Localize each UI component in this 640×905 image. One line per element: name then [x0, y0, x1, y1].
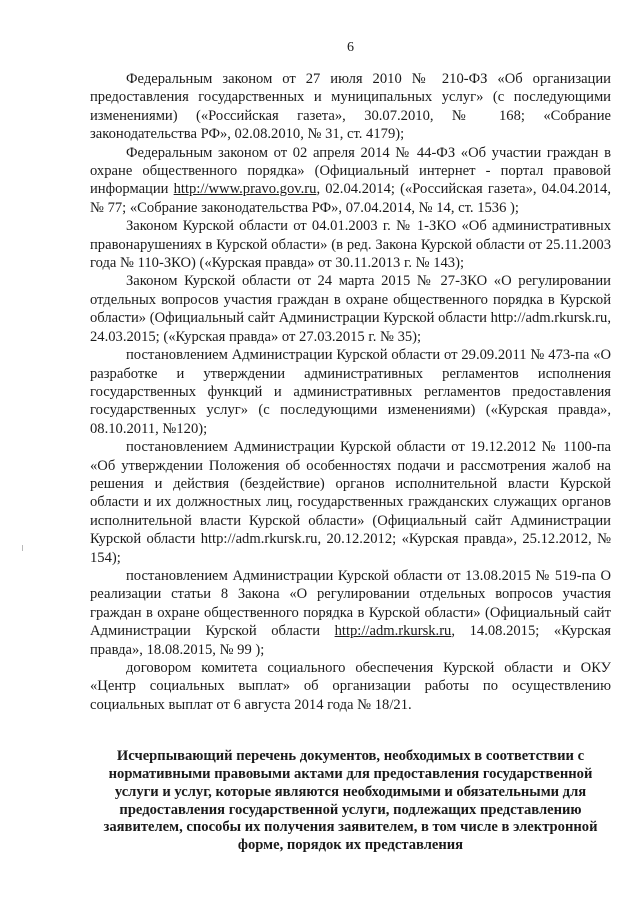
- paragraph-federal-law-210: [90, 70, 611, 144]
- paragraph-agreement-18-21: [90, 659, 611, 714]
- page-number: 6: [347, 40, 354, 55]
- section-heading: Исчерпывающий перечень документов, необходимых в соответствии с нормативными правовыми актами для предоставления государственной услуги и услуг, которые являются необходимыми и обязательными для предоставления государственной услуги, подлежащих представлению заявителем, способы их получения заявителем, в том числе в электронной форме, порядок их представления: [103, 748, 598, 854]
- paragraph-text: Федеральным законом от 02 апреля 2014 № 44-ФЗ «Об участии граждан в охране общественного порядка» (Официальный интернет - портал правовой информации: [90, 144, 611, 198]
- adm-rkursk-link[interactable]: http://adm.rkursk.ru: [334, 623, 452, 640]
- paragraph-resolution-1100: [90, 438, 611, 567]
- pravo-gov-link[interactable]: http://www.pravo.gov.ru: [173, 181, 317, 198]
- paragraph-text: Законом Курской области от 24 марта 2015 № 27-ЗКО «О регулировании отдельных вопросов участия граждан в охране общественного порядка в Курской области» (Официальный сайт Администрации Курской области http://adm.rkursk.ru, 24.03.2015; («Курская правда» от 27.03.2015 г. № 35);: [90, 273, 611, 345]
- paragraph-text-continued: , 14.08.2015; «Курская правда», 18.08.2015, № 99 );: [90, 623, 611, 658]
- paragraph-text: договором комитета социального обеспечения Курской области и ОКУ «Центр социальных выплат» об организации работы по осуществлению социальных выплат от 6 августа 2014 года № 18/21.: [90, 660, 611, 713]
- paragraph-text-continued: , 02.04.2014; («Российская газета», 04.04.2014, № 77; «Собрание законодательства РФ», 07.04.2014, № 14, ст. 1536 );: [90, 181, 612, 216]
- paragraph-resolution-473: [90, 346, 611, 438]
- paragraph-kursk-law-27-zko: [90, 272, 611, 346]
- paragraph-text: Федеральным законом от 27 июля 2010 № 210-ФЗ «Об организации предоставления государственных и муниципальных услуг» (с последующими изменениями) («Российская газета», 30.07.2010, № 168; «Собрание законодательства РФ», 02.08.2010, № 31, ст. 4179);: [90, 71, 611, 143]
- paragraph-resolution-519: [90, 567, 611, 659]
- paragraph-text: Законом Курской области от 04.01.2003 г. № 1-ЗКО «Об административных правонарушениях в Курской области» (в ред. Закона Курской области от 25.11.2003 года № 110-ЗКО) («Курская правда» от 30.11.2013 г. № 143);: [90, 218, 611, 272]
- paragraph-text: постановлением Администрации Курской области от 29.09.2011 № 473-па «О разработке и утверждении административных регламентов исполнения государственных функций и административных регламентов предоставления государственных услуг» (с последующими изменениями) («Курская правда», 08.10.2011, №120);: [90, 347, 611, 437]
- paragraph-text: постановлением Администрации Курской области от 13.08.2015 № 519-па О реализации статьи 8 Закона «О регулировании отдельных вопросов участия граждан в охране общественного порядка в Курской области» (Официальный сайт Администрации Курской области: [90, 567, 611, 640]
- paragraph-federal-law-44: [90, 144, 611, 218]
- scan-mark: [22, 545, 23, 551]
- paragraph-text: постановлением Администрации Курской области от 19.12.2012 № 1100-па «Об утверждении Положения об особенностях подачи и рассмотрения жалоб на решения и действия (бездействие) органов исполнительной власти Курской области и их должностных лиц, государственных гражданских служащих органов исполнительной власти Курской области» (Официальный сайт Администрации Курской области http://adm.rkursk.ru, 20.12.2012; «Курская правда», 25.12.2012, № 154);: [90, 439, 611, 566]
- paragraph-kursk-law-1-zko: [90, 217, 611, 272]
